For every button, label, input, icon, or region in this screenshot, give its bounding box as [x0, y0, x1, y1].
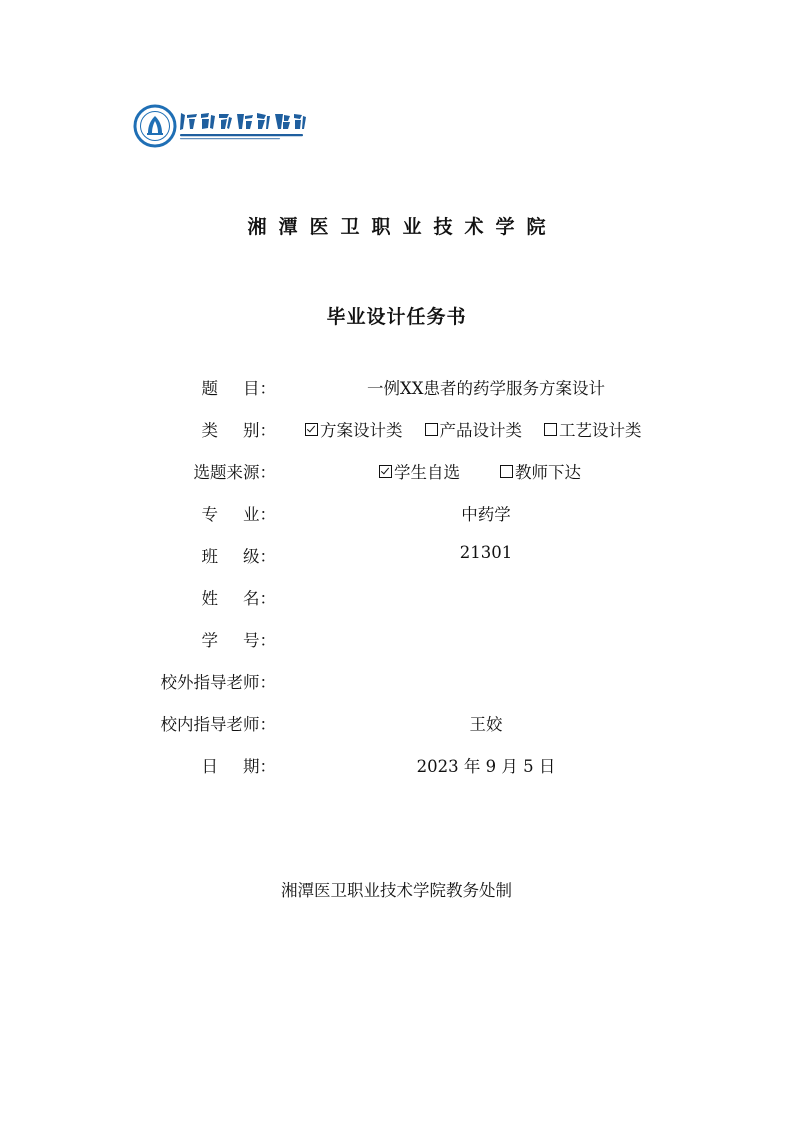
field-topic	[0, 366, 793, 408]
field-internal-advisor-label	[150, 711, 276, 735]
label-char: 日	[201, 757, 218, 776]
field-student-id	[0, 618, 793, 660]
label-colon: ：	[259, 715, 276, 734]
source-options	[379, 459, 581, 483]
field-external-advisor-label	[150, 669, 276, 693]
label-char: 级	[243, 547, 260, 566]
option-teacher-assigned[interactable]: 教师下达	[500, 459, 581, 483]
field-student-id-label	[150, 627, 276, 651]
label-char: 目	[243, 379, 260, 398]
label-char: 专	[201, 505, 218, 524]
field-external-advisor	[0, 660, 793, 702]
checkbox-icon[interactable]	[544, 423, 557, 436]
label-colon: ：	[259, 463, 276, 482]
label-spread	[202, 501, 260, 525]
field-major-label	[150, 501, 276, 525]
label-char: 姓	[201, 589, 218, 608]
field-topic-label	[150, 375, 276, 399]
label-char: 类	[201, 421, 218, 440]
field-major	[0, 492, 793, 534]
label-spread	[202, 753, 260, 777]
label-char: 班	[201, 547, 218, 566]
label-char: 别	[243, 421, 260, 440]
label-spread	[202, 627, 260, 651]
label-colon: ：	[259, 631, 276, 650]
field-class	[0, 534, 793, 576]
field-source-label	[150, 459, 276, 483]
field-name	[0, 576, 793, 618]
label-spread	[202, 543, 260, 567]
label-text: 校外指导老师	[160, 673, 260, 692]
field-date-value: 2023 年 9 月 5 日	[416, 757, 556, 776]
option-product-design[interactable]: 产品设计类	[425, 417, 523, 441]
field-date	[0, 744, 793, 786]
college-logo	[133, 103, 313, 149]
label-colon: ：	[259, 547, 276, 566]
field-category	[0, 408, 793, 450]
label-char: 名	[243, 589, 260, 608]
label-spread	[202, 417, 260, 441]
field-category-label	[150, 417, 276, 441]
label-char: 号	[243, 631, 260, 650]
checkbox-icon[interactable]	[500, 465, 513, 478]
label-char: 业	[243, 505, 260, 524]
label-colon: ：	[259, 505, 276, 524]
label-colon: ：	[259, 421, 276, 440]
checkbox-checked-icon[interactable]	[305, 423, 318, 436]
label-text: 校内指导老师	[160, 715, 260, 734]
field-major-value: 中药学	[461, 505, 511, 524]
college-english-name-text	[180, 134, 303, 139]
label-colon: ：	[259, 589, 276, 608]
college-seal-icon	[135, 106, 175, 146]
document-title: 毕业设计任务书	[326, 306, 467, 328]
label-char: 学	[201, 631, 218, 650]
label-char: 题	[201, 379, 218, 398]
college-name-calligraphy	[180, 113, 306, 130]
field-internal-advisor-value: 王姣	[469, 715, 503, 734]
field-name-label	[150, 585, 276, 609]
label-spread	[202, 585, 260, 609]
field-class-value: 21301	[459, 543, 513, 562]
label-colon: ：	[259, 379, 276, 398]
label-char: 期	[243, 757, 260, 776]
field-class-label	[150, 543, 276, 567]
school-title: 湘潭医卫职业技术学院	[247, 216, 558, 238]
field-source	[0, 450, 793, 492]
option-plan-design[interactable]: 方案设计类	[305, 417, 403, 441]
option-process-design[interactable]: 工艺设计类	[544, 417, 642, 441]
label-spread	[202, 375, 260, 399]
checkbox-icon[interactable]	[425, 423, 438, 436]
label-colon: ：	[259, 673, 276, 692]
field-topic-value: 一例XX患者的药学服务方案设计	[367, 379, 605, 398]
category-options	[305, 417, 642, 441]
field-internal-advisor	[0, 702, 793, 744]
issuer-footer: 湘潭医卫职业技术学院教务处制	[281, 881, 512, 900]
label-colon: ：	[259, 757, 276, 776]
label-text: 选题来源	[193, 463, 260, 482]
option-student-chosen[interactable]: 学生自选	[379, 459, 460, 483]
field-date-label	[150, 753, 276, 777]
checkbox-checked-icon[interactable]	[379, 465, 392, 478]
